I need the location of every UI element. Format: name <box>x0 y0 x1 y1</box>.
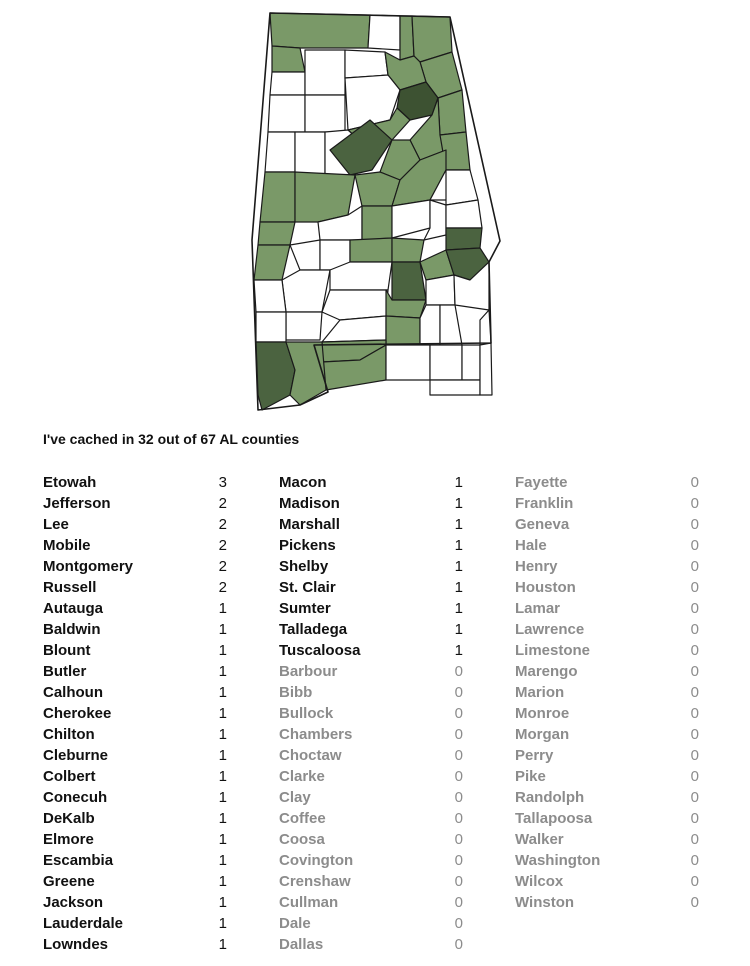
county-cache-count: 1 <box>454 600 463 617</box>
county-name: Walker <box>515 831 564 848</box>
county-cache-count: 2 <box>218 495 227 512</box>
county-name: Monroe <box>515 705 570 722</box>
county-name: Dale <box>279 915 311 932</box>
county-lawrence <box>305 50 345 95</box>
county-name: Macon <box>279 474 327 491</box>
county-name: Fayette <box>515 474 568 491</box>
county-name: Barbour <box>279 663 338 680</box>
county-cache-count: 1 <box>218 705 227 722</box>
county-cache-count: 0 <box>690 810 699 827</box>
county-cache-count: 0 <box>690 789 699 806</box>
county-monroe <box>322 316 386 342</box>
county-name: Blount <box>43 642 91 659</box>
county-name: Butler <box>43 663 87 680</box>
county-name: Lowndes <box>43 936 109 953</box>
county-name: Houston <box>515 579 576 596</box>
county-name: Franklin <box>515 495 574 512</box>
county-name: Autauga <box>43 600 103 617</box>
county-name: Jefferson <box>43 495 111 512</box>
county-cache-count: 0 <box>454 684 463 701</box>
county-name: Henry <box>515 558 558 575</box>
county-cache-count: 1 <box>454 558 463 575</box>
county-cache-count: 2 <box>218 558 227 575</box>
county-cache-count: 2 <box>218 537 227 554</box>
county-cache-count: 0 <box>690 474 699 491</box>
county-name: Hale <box>515 537 547 554</box>
county-cache-count: 0 <box>454 894 463 911</box>
county-name: Baldwin <box>43 621 101 638</box>
county-cache-count: 0 <box>454 936 463 953</box>
county-name: Winston <box>515 894 575 911</box>
county-pickens <box>260 172 295 222</box>
county-name: Greene <box>43 873 95 890</box>
county-name: Talladega <box>279 621 348 638</box>
county-cache-count: 2 <box>218 516 227 533</box>
county-limestone <box>368 15 400 50</box>
county-coffee <box>430 345 462 380</box>
county-cache-count: 3 <box>218 474 227 491</box>
county-henry <box>480 310 491 345</box>
county-cache-count: 0 <box>690 852 699 869</box>
county-cache-count: 0 <box>454 789 463 806</box>
county-name: Elmore <box>43 831 94 848</box>
county-cache-count: 0 <box>454 873 463 890</box>
county-covington <box>386 345 430 380</box>
county-name: Marshall <box>279 516 340 533</box>
county-cache-count: 0 <box>690 642 699 659</box>
county-cache-count: 1 <box>218 684 227 701</box>
summary-text: I've cached in 32 out of 67 AL counties <box>43 431 300 447</box>
county-cherokee <box>438 90 466 135</box>
county-cache-count: 0 <box>690 873 699 890</box>
county-dallas <box>330 262 392 290</box>
county-cache-count: 0 <box>690 894 699 911</box>
county-chilton <box>362 206 392 240</box>
county-name: Chambers <box>279 726 353 743</box>
county-marion <box>268 95 305 132</box>
county-cache-count: 1 <box>454 474 463 491</box>
county-name: Madison <box>279 495 340 512</box>
county-cache-count: 0 <box>690 663 699 680</box>
county-name: Marion <box>515 684 565 701</box>
county-cache-count: 0 <box>454 726 463 743</box>
county-name: Morgan <box>515 726 570 743</box>
county-cache-count: 0 <box>690 747 699 764</box>
county-name: Pike <box>515 768 546 785</box>
county-cache-count: 0 <box>690 600 699 617</box>
county-cache-count: 1 <box>454 579 463 596</box>
county-cache-count: 0 <box>690 495 699 512</box>
county-cache-count: 0 <box>454 663 463 680</box>
county-name: DeKalb <box>43 810 95 827</box>
county-dale <box>462 345 480 380</box>
county-cache-count: 0 <box>690 684 699 701</box>
county-name: Lawrence <box>515 621 585 638</box>
county-cache-count: 1 <box>218 642 227 659</box>
county-clarke <box>286 312 322 340</box>
county-name: Sumter <box>279 600 331 617</box>
county-cache-count: 0 <box>690 579 699 596</box>
county-name: Covington <box>279 852 354 869</box>
county-montgomery <box>392 262 426 300</box>
county-name: Colbert <box>43 768 96 785</box>
county-sumter <box>254 245 290 280</box>
county-cache-count: 1 <box>218 621 227 638</box>
county-name: Montgomery <box>43 558 133 575</box>
county-name: Lauderdale <box>43 915 124 932</box>
county-cache-count: 0 <box>454 747 463 764</box>
county-colbert <box>272 46 305 72</box>
county-name: Lamar <box>515 600 561 617</box>
county-cache-count: 1 <box>454 495 463 512</box>
county-butler <box>386 316 420 345</box>
county-name: Jackson <box>43 894 104 911</box>
county-cache-count: 1 <box>218 810 227 827</box>
county-name: St. Clair <box>279 579 336 596</box>
county-name: Randolph <box>515 789 585 806</box>
county-lauderdale <box>270 13 370 48</box>
county-cache-count: 1 <box>454 516 463 533</box>
county-name: Marengo <box>515 663 578 680</box>
county-cache-count: 0 <box>690 705 699 722</box>
county-cache-count: 1 <box>454 621 463 638</box>
county-hale <box>290 240 320 270</box>
county-lamar <box>265 132 295 172</box>
county-cache-count: 1 <box>218 873 227 890</box>
county-name: Wilcox <box>515 873 564 890</box>
county-winston <box>305 95 345 132</box>
county-name: Calhoun <box>43 684 103 701</box>
county-cache-count: 0 <box>454 831 463 848</box>
county-wilcox <box>322 290 388 320</box>
county-cache-count: 0 <box>454 810 463 827</box>
county-name: Russell <box>43 579 97 596</box>
county-name: Bibb <box>279 684 313 701</box>
county-marengo <box>282 270 330 312</box>
county-cache-count: 1 <box>218 936 227 953</box>
county-choctaw <box>254 280 286 312</box>
county-name: Choctaw <box>279 747 342 764</box>
county-cache-count: 0 <box>690 558 699 575</box>
county-name: Limestone <box>515 642 591 659</box>
county-name: Etowah <box>43 474 97 491</box>
county-name: Bullock <box>279 705 334 722</box>
county-cache-count: 0 <box>454 768 463 785</box>
county-randolph <box>446 170 478 205</box>
county-bullock <box>426 275 455 305</box>
county-cache-count: 0 <box>454 915 463 932</box>
county-name: Cleburne <box>43 747 109 764</box>
county-cache-count: 2 <box>218 579 227 596</box>
county-name: Cullman <box>279 894 339 911</box>
county-cache-count: 0 <box>690 726 699 743</box>
county-franklin <box>270 72 305 95</box>
county-coosa <box>392 200 430 238</box>
county-cache-count: 1 <box>454 642 463 659</box>
county-cache-count: 1 <box>218 600 227 617</box>
county-name: Crenshaw <box>279 873 351 890</box>
county-cache-count: 0 <box>690 831 699 848</box>
county-morgan <box>345 50 388 78</box>
county-houston <box>480 343 492 395</box>
county-autauga <box>350 238 392 262</box>
county-name: Tallapoosa <box>515 810 593 827</box>
county-name: Pickens <box>279 537 336 554</box>
county-washington <box>256 312 286 342</box>
county-geneva <box>430 380 480 395</box>
county-name: Lee <box>43 516 69 533</box>
county-cache-count: 0 <box>454 852 463 869</box>
county-cache-count: 1 <box>218 831 227 848</box>
county-cache-count: 1 <box>218 915 227 932</box>
county-elmore <box>392 238 424 262</box>
county-name: Chilton <box>43 726 95 743</box>
county-chambers <box>446 200 482 228</box>
county-cache-count: 1 <box>218 768 227 785</box>
county-name: Coosa <box>279 831 325 848</box>
county-fayette <box>295 132 325 178</box>
county-name: Tuscaloosa <box>279 642 361 659</box>
county-cache-count: 0 <box>690 621 699 638</box>
county-lee <box>446 228 482 250</box>
county-greene <box>258 222 295 245</box>
county-cache-count: 0 <box>690 768 699 785</box>
county-cache-count: 0 <box>690 537 699 554</box>
county-pike <box>440 305 462 345</box>
county-name: Perry <box>515 747 554 764</box>
county-name: Shelby <box>279 558 329 575</box>
county-crenshaw <box>420 305 440 345</box>
county-cache-count: 1 <box>218 663 227 680</box>
county-name: Clarke <box>279 768 325 785</box>
county-cache-count: 1 <box>218 726 227 743</box>
county-name: Cherokee <box>43 705 112 722</box>
county-cache-count: 0 <box>690 516 699 533</box>
county-name: Washington <box>515 852 601 869</box>
county-name: Escambia <box>43 852 114 869</box>
county-name: Mobile <box>43 537 91 554</box>
county-tuscaloosa <box>295 172 355 222</box>
county-name: Dallas <box>279 936 324 953</box>
county-cache-count: 0 <box>454 705 463 722</box>
county-cache-count: 1 <box>218 789 227 806</box>
county-name: Coffee <box>279 810 326 827</box>
county-name: Geneva <box>515 516 570 533</box>
county-cache-count: 1 <box>218 747 227 764</box>
county-name: Conecuh <box>43 789 108 806</box>
alabama-county-map <box>250 12 502 416</box>
county-cache-count: 1 <box>218 894 227 911</box>
county-cache-count: 1 <box>218 852 227 869</box>
county-name: Clay <box>279 789 311 806</box>
county-cache-count: 1 <box>454 537 463 554</box>
